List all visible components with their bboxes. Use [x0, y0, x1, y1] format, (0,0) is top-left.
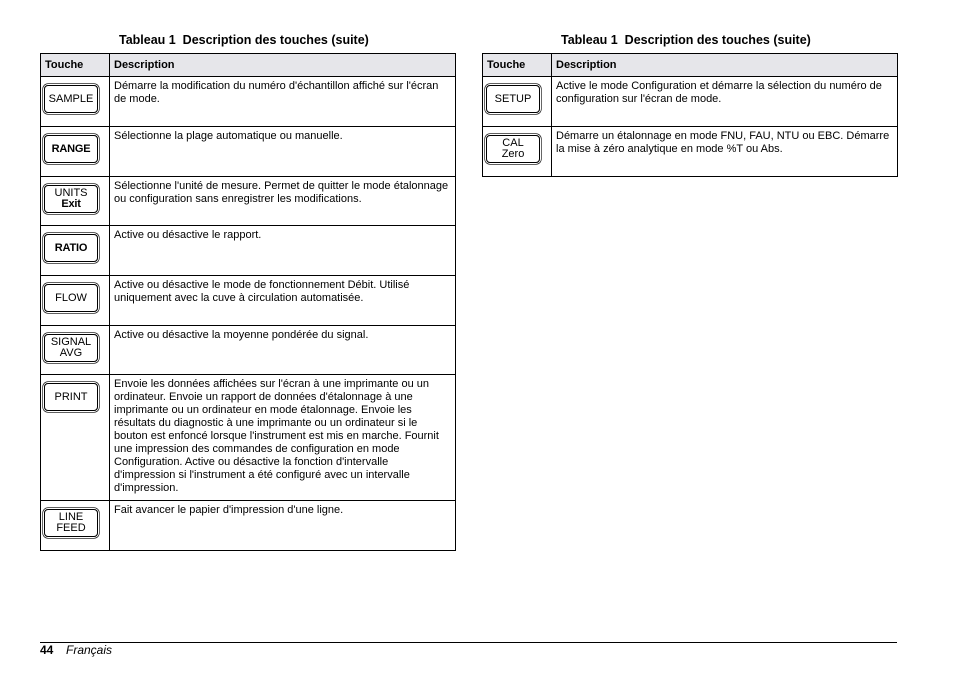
table-header-row [41, 54, 456, 77]
range-key-icon: RANGE [44, 135, 98, 163]
left-key-table [40, 53, 456, 551]
key-description: Démarre la modification du numéro d'échantillon affiché sur l'écran de mode. [110, 77, 456, 127]
key-description: Sélectionne l'unité de mesure. Permet de quitter le mode étalonnage ou configuration sans enregistrer les modifications. [110, 177, 456, 226]
units-exit-key-icon: UNITS Exit [44, 185, 98, 213]
key-description: Sélectionne la plage automatique ou manuelle. [110, 127, 456, 177]
footer-divider [40, 642, 897, 643]
table-row [483, 77, 898, 127]
key-description: Envoie les données affichées sur l'écran à une imprimante ou un ordinateur. Envoie un rapport de données d'étalonnage à une imprimante ou un ordinateur en mode étalonnage. Envoie les résultats du diagnostic à une imprimante ou un ordinateur si le bouton est enfoncé lorsque l'instrument est mis en marche. Fournit une impression des commandes de configuration en mode Configuration. Active ou désactive la fonction d'intervalle d'impression si l'instrument a été configuré avec un intervalle d'impression. [110, 375, 456, 501]
flow-key-icon: FLOW [44, 284, 98, 312]
right-key-table [482, 53, 898, 177]
table-row [41, 326, 456, 375]
column-header-key: Touche [41, 54, 110, 77]
signal-avg-key-icon: SIGNAL AVG [44, 334, 98, 362]
key-description: Démarre un étalonnage en mode FNU, FAU, NTU ou EBC. Démarre la mise à zéro analytique en mode %T ou Abs. [552, 127, 898, 177]
table-header-row [483, 54, 898, 77]
page-number: 44 [40, 643, 54, 657]
key-description: Active ou désactive le rapport. [110, 226, 456, 276]
setup-key-icon: SETUP [486, 85, 540, 113]
right-table-caption: Tableau 1 Description des touches (suite) [561, 33, 811, 47]
table-row [483, 127, 898, 177]
page-language: Français [66, 643, 113, 657]
print-key-icon: PRINT [44, 383, 98, 411]
column-header-description: Description [552, 54, 898, 77]
key-description: Active le mode Configuration et démarre la sélection du numéro de configuration sur l'écran de mode. [552, 77, 898, 127]
table-row [41, 77, 456, 127]
table-row [41, 375, 456, 501]
key-description: Active ou désactive le mode de fonctionnement Débit. Utilisé uniquement avec la cuve à circulation automatisée. [110, 276, 456, 326]
column-header-key: Touche [483, 54, 552, 77]
table-row [41, 501, 456, 551]
left-table-caption: Tableau 1 Description des touches (suite) [119, 33, 369, 47]
ratio-key-icon: RATIO [44, 234, 98, 262]
table-row [41, 276, 456, 326]
table-row [41, 177, 456, 226]
sample-key-icon: SAMPLE [44, 85, 98, 113]
table-row [41, 127, 456, 177]
key-description: Fait avancer le papier d'impression d'une ligne. [110, 501, 456, 551]
column-header-description: Description [110, 54, 456, 77]
key-description: Active ou désactive la moyenne pondérée du signal. [110, 326, 456, 375]
table-row [41, 226, 456, 276]
cal-zero-key-icon: CAL Zero [486, 135, 540, 163]
line-feed-key-icon: LINE FEED [44, 509, 98, 537]
